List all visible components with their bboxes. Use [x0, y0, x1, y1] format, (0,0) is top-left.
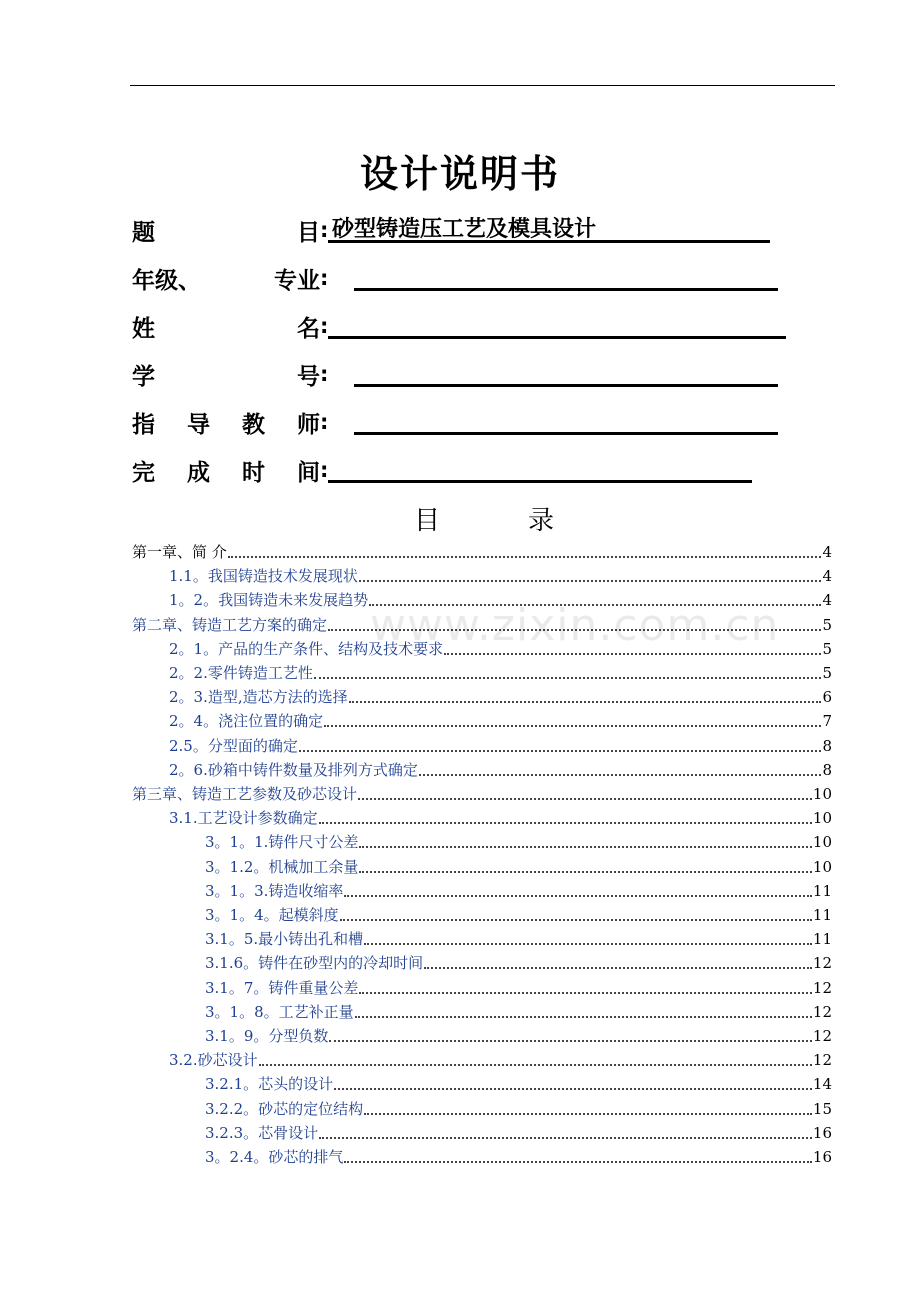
field-label — [132, 260, 320, 296]
toc-page-number: 5 — [822, 664, 832, 682]
field-underline[interactable] — [354, 404, 778, 435]
field-label-part: 教 — [242, 411, 265, 438]
toc-entry[interactable] — [205, 976, 832, 998]
toc-entry[interactable] — [205, 1024, 832, 1046]
toc-leader-dots — [359, 580, 822, 582]
toc-page-number: 4 — [822, 567, 832, 586]
toc-page-number: 11 — [812, 906, 832, 924]
field-label-part: 师 — [297, 411, 320, 438]
toc-page-number: 11 — [812, 930, 832, 949]
toc-leader-dots — [424, 967, 812, 969]
toc-entry-title: 3。1。8。工艺补正量 — [205, 1002, 354, 1021]
field-colon: : — [320, 362, 329, 386]
toc-page-number: 12 — [812, 954, 832, 973]
toc-page-number: 12 — [812, 1051, 832, 1070]
toc-entry-title: 第一章、简 介 — [132, 543, 227, 561]
toc-leader-dots — [299, 750, 822, 752]
toc-entry-title: 2.5。分型面的确定 — [169, 736, 298, 755]
toc-heading-char-2: 录 — [527, 506, 554, 536]
field-colon: : — [320, 410, 329, 434]
toc-entry[interactable] — [169, 806, 832, 828]
toc-page-number: 7 — [822, 712, 832, 731]
toc-leader-dots — [349, 701, 822, 703]
toc-entry-title: 3。2.4。砂芯的排气 — [205, 1148, 344, 1166]
toc-leader-dots — [334, 1088, 812, 1090]
toc-entry[interactable] — [132, 540, 832, 562]
toc-entry[interactable] — [205, 951, 832, 973]
toc-leader-dots — [344, 895, 812, 897]
toc-entry-title: 第三章、铸造工艺参数及砂芯设计 — [132, 785, 358, 803]
field-label-part: 年级、 — [132, 267, 201, 294]
toc-entry[interactable] — [169, 1048, 832, 1070]
field-label-part: 题 — [132, 219, 155, 246]
toc-entry-title: 3。1。3.铸造收缩率 — [205, 881, 344, 900]
field-label — [132, 404, 320, 440]
field-label-part: 专业 — [274, 267, 320, 294]
toc-page-number: 8 — [822, 760, 832, 779]
toc-page-number: 10 — [812, 785, 832, 803]
toc-page-number: 10 — [812, 833, 832, 852]
toc-leader-dots — [419, 774, 822, 776]
toc-page-number: 4 — [822, 543, 832, 561]
watermark: www.zixin.com.cn — [370, 600, 780, 651]
toc-entry-title: 2。3.造型,造芯方法的选择 — [169, 688, 348, 707]
toc-leader-dots — [324, 725, 821, 727]
toc-entry-title: 3.1.工艺设计参数确定 — [169, 809, 318, 828]
toc-leader-dots — [359, 871, 812, 873]
field-value: 砂型铸造压工艺及模具设计 — [332, 217, 597, 242]
toc-entry[interactable] — [205, 903, 832, 925]
toc-entry-title: 3.2.2。砂芯的定位结构 — [205, 1099, 364, 1118]
toc-page-number: 14 — [812, 1075, 832, 1094]
toc-entry-title: 3.1。7。铸件重量公差 — [205, 978, 359, 997]
toc-entry[interactable] — [132, 782, 832, 804]
header-rule — [130, 85, 835, 86]
field-label — [132, 212, 320, 248]
toc-leader-dots — [340, 919, 812, 921]
toc-entry-title: 2。2.零件铸造工艺性 — [169, 664, 313, 682]
field-colon: : — [320, 218, 329, 242]
toc-entry-title: 3。1。1.铸件尺寸公差 — [205, 833, 359, 852]
toc-entry-title: 2。4。浇注位置的确定 — [169, 712, 324, 731]
toc-entry[interactable] — [205, 1097, 832, 1119]
field-label-part: 成 — [187, 459, 210, 486]
toc-leader-dots — [319, 1137, 812, 1139]
field-underline[interactable] — [354, 260, 778, 291]
toc-entry-title: 3.1。9。分型负数 — [205, 1027, 329, 1045]
toc-leader-dots — [359, 846, 812, 848]
toc-leader-dots — [319, 822, 812, 824]
toc-entry[interactable] — [169, 758, 832, 780]
toc-entry[interactable] — [205, 927, 832, 949]
toc-page-number: 8 — [822, 736, 832, 755]
toc-page-number: 15 — [812, 1099, 832, 1118]
field-label-part: 目 — [297, 219, 320, 246]
toc-leader-dots — [358, 798, 812, 800]
toc-page-number: 10 — [812, 809, 832, 828]
toc-entry[interactable] — [205, 855, 832, 877]
toc-heading — [414, 500, 554, 537]
field-label-part: 姓 — [132, 315, 155, 342]
field-underline[interactable] — [328, 308, 786, 339]
toc-page-number: 6 — [822, 688, 832, 707]
field-colon: : — [320, 266, 329, 290]
toc-entry[interactable] — [205, 1000, 832, 1022]
toc-leader-dots — [355, 1016, 812, 1018]
toc-leader-dots — [359, 992, 812, 994]
toc-entry[interactable] — [205, 1072, 832, 1094]
field-colon: : — [320, 314, 329, 338]
field-label-part: 完 — [132, 459, 155, 486]
toc-entry[interactable] — [205, 879, 832, 901]
field-label-part: 学 — [132, 363, 155, 390]
toc-page-number: 10 — [812, 857, 832, 876]
field-colon: : — [320, 458, 329, 482]
document-title: 设计说明书 — [359, 152, 560, 196]
field-underline[interactable] — [354, 356, 778, 387]
field-label — [132, 308, 320, 344]
field-label-part: 间 — [297, 459, 320, 486]
toc-page-number: 5 — [822, 615, 832, 634]
toc-leader-dots — [259, 1064, 812, 1066]
field-label-part: 指 — [132, 411, 155, 438]
toc-entry-title: 3.1.6。铸件在砂型内的冷却时间 — [205, 954, 424, 973]
toc-leader-dots — [329, 1040, 812, 1042]
toc-entry-title: 3.1。5.最小铸出孔和槽 — [205, 930, 364, 949]
toc-entry-title: 3。1。4。起模斜度 — [205, 906, 339, 924]
toc-page-number: 12 — [812, 978, 832, 997]
toc-entry[interactable] — [205, 1121, 832, 1143]
toc-leader-dots — [444, 653, 821, 655]
toc-entry-title: 3。1.2。机械加工余量 — [205, 857, 359, 876]
field-label-part: 名 — [297, 315, 320, 342]
toc-entry-title: 3.2.1。芯头的设计 — [205, 1075, 334, 1094]
field-underline[interactable] — [328, 452, 752, 483]
toc-entry[interactable] — [205, 830, 832, 852]
toc-page-number: 4 — [822, 591, 832, 610]
toc-entry[interactable] — [169, 661, 832, 683]
toc-entry-title: 第二章、铸造工艺方案的确定 — [132, 615, 328, 634]
toc-entry[interactable] — [205, 1145, 832, 1167]
toc-entry-title: 2。6.砂箱中铸件数量及排列方式确定 — [169, 760, 418, 779]
toc-entry-title: 1。2。我国铸造未来发展趋势 — [169, 591, 369, 610]
field-label-part: 号 — [297, 363, 320, 390]
toc-leader-dots — [228, 556, 822, 558]
toc-leader-dots — [364, 1113, 812, 1115]
toc-entry[interactable] — [169, 734, 832, 756]
toc-page-number: 12 — [812, 1027, 832, 1045]
toc-page-number: 5 — [822, 639, 832, 658]
toc-page-number: 11 — [812, 881, 832, 900]
toc-entry[interactable] — [169, 685, 832, 707]
toc-page-number: 12 — [812, 1002, 832, 1021]
toc-entry[interactable] — [169, 709, 832, 731]
toc-entry[interactable] — [169, 564, 832, 586]
field-label — [132, 356, 320, 392]
toc-entry-title: 3.2.砂芯设计 — [169, 1051, 258, 1070]
toc-entry-title: 3.2.3。芯骨设计 — [205, 1123, 319, 1142]
field-label-part: 时 — [242, 459, 265, 486]
toc-page-number: 16 — [812, 1148, 832, 1166]
toc-heading-char-1: 目 — [414, 506, 441, 536]
toc-leader-dots — [344, 1161, 812, 1163]
toc-entry-title: 1.1。我国铸造技术发展现状 — [169, 567, 358, 586]
toc-leader-dots — [364, 943, 812, 945]
field-label-part: 导 — [187, 411, 210, 438]
toc-entry-title: 2。1。产品的生产条件、结构及技术要求 — [169, 639, 444, 658]
field-label — [132, 452, 320, 488]
toc-page-number: 16 — [812, 1123, 832, 1142]
toc-leader-dots — [314, 677, 822, 679]
